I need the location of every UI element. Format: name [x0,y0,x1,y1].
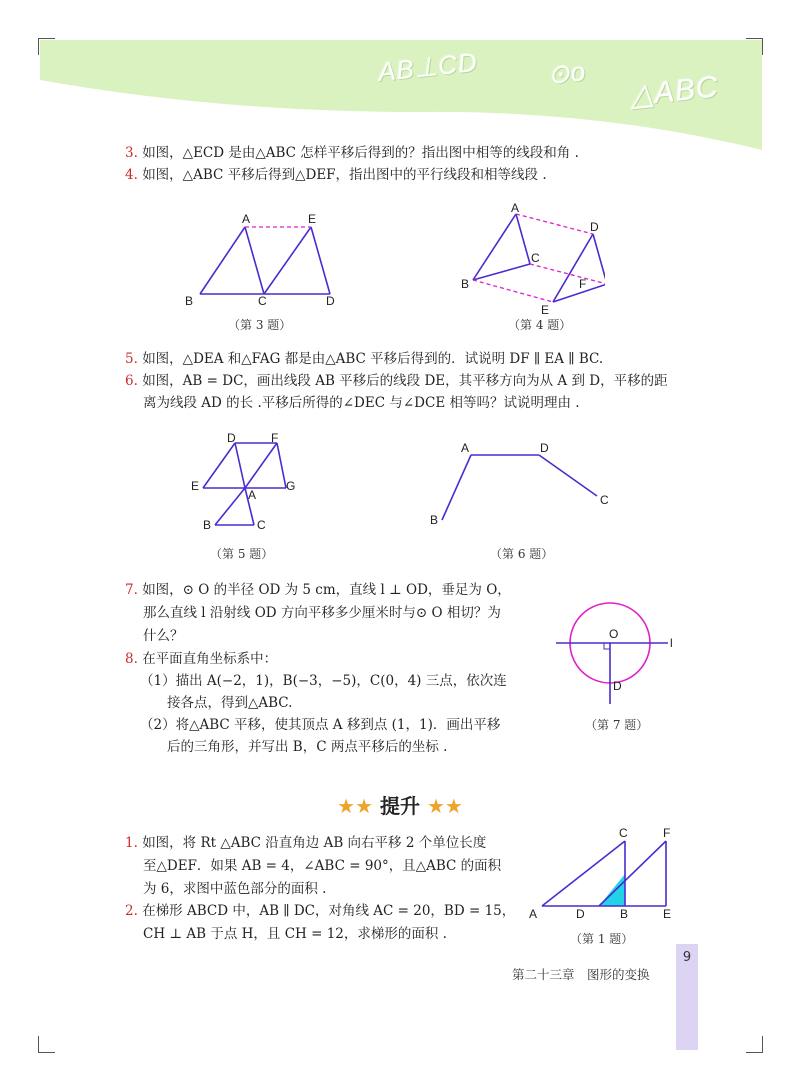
figure-5 [185,428,305,538]
question-number: 6. [125,373,138,389]
question-7-line-2 [143,602,501,624]
label-e: E [663,907,672,921]
label-d: D [227,431,236,445]
figure-advanced-1 [520,822,690,927]
star-icon: ★★ [337,794,374,818]
question-number: 2. [125,903,138,919]
part-1-line-2: 接各点，得到△ABC. [167,695,293,711]
label-o: O [609,627,619,641]
question-text: 如图，△ABC 平移后得到△DEF，指出图中的平行线段和相等线段 . [142,167,547,183]
label-e: E [191,479,200,493]
label-f: F [579,277,587,291]
label-d: D [613,679,622,693]
question-6-continuation [143,392,580,414]
star-icon: ★★ [426,794,463,818]
section-heading [0,790,800,819]
question-text-line-1: 如图，将 Rt △ABC 沿直角边 AB 向右平移 2 个单位长度 [142,835,487,851]
part-1-line-1: （1）描出 A(−2，1)，B(−3，−5)，C(0，4) 三点，依次连 [140,673,507,689]
question-7-line-3 [143,625,184,647]
question-6 [125,370,668,392]
label-b: B [620,907,629,921]
question-text: 如图，△ECD 是由△ABC 怎样平移后得到的？指出图中相等的线段和角 . [142,145,579,161]
advanced-question-1-line-3 [143,878,326,900]
figure-5-caption: （第 5 题） [210,547,274,561]
section-title: 提升 [380,794,420,818]
label-c: C [531,251,540,265]
label-a: A [242,212,251,226]
figure-7-caption: （第 7 题） [585,718,649,732]
label-b: B [461,277,470,291]
label-d: D [576,907,585,921]
label-c: C [258,294,267,308]
page-number: 9 [682,950,692,965]
question-5 [125,348,603,370]
question-text-line-1: 在梯形 ABCD 中，AB ∥ DC，对角线 AC = 20，BD = 15， [142,903,516,919]
part-2-line-1: （2）将△ABC 平移，使其顶点 A 移到点 (1，1)．画出平移 [140,717,501,733]
question-number: 8. [125,651,138,667]
header-symbol-circle: ⊙o [546,56,588,90]
question-3 [125,142,579,164]
question-text-line-1: 如图，⊙ O 的半径 OD 为 5 cm，直线 l ⊥ OD，垂足为 O， [142,582,511,598]
question-number: 1. [125,835,138,851]
label-a: A [529,907,538,921]
question-text-line-1: 如图，AB = DC，画出线段 AB 平移后的线段 DE，其平移方向为从 A 到 D，平移的距 [142,373,668,389]
label-d: D [540,441,549,455]
figure-6 [425,438,625,538]
question-text: 在平面直角坐标系中： [142,651,278,667]
question-8-part-1-cont [167,692,292,714]
label-b: B [430,513,439,527]
crop-mark-bottom-right [746,1036,763,1053]
label-g: G [286,479,296,493]
question-8-part-2-cont [167,736,447,758]
question-text-line-2: 那么直线 l 沿射线 OD 方向平移多少厘米时与⊙ O 相切？为 [143,605,501,621]
question-number: 4. [125,167,138,183]
crop-mark-bottom-left [38,1036,55,1053]
label-a: A [511,201,520,215]
part-2-line-2: 后的三角形，并写出 B，C 两点平移后的坐标 . [167,739,448,755]
label-e: E [308,212,317,226]
label-c: C [619,826,628,840]
question-text-line-2: 离为线段 AD 的长 .平移后所得的∠DEC 与∠DCE 相等吗？试说明理由 . [143,395,580,411]
question-8-part-1 [140,670,507,692]
question-8 [125,648,277,670]
figure-4 [455,200,605,320]
advanced-question-1 [125,832,486,854]
question-text: 如图，△DEA 和△FAG 都是由△ABC 平移后得到的．试说明 DF ∥ EA ∥ BC. [142,351,604,367]
header-symbol-triangle: △ABC [628,70,721,113]
label-f: F [271,431,279,445]
label-a: A [248,488,257,502]
question-8-part-2 [140,714,500,736]
figure-6-caption: （第 6 题） [490,547,554,561]
question-number: 7. [125,582,138,598]
label-c: C [600,493,609,507]
figure-3 [180,205,350,315]
figure-7 [550,600,690,710]
label-a: A [461,441,470,455]
figure-4-caption: （第 4 题） [508,318,572,332]
question-number: 5. [125,351,138,367]
advanced-question-2-line-2 [143,923,447,945]
label-b: B [185,294,194,308]
header-symbol-perpendicular: AB⊥CD [376,46,480,88]
question-text-line-3: 为 6，求图中蓝色部分的面积 . [143,881,327,897]
label-l: l [670,636,673,650]
question-number: 3. [125,145,138,161]
question-4 [125,164,547,186]
question-7 [125,579,511,601]
advanced-question-1-line-2 [143,855,501,877]
label-b: B [203,518,212,532]
advanced-question-2 [125,900,515,922]
question-text-line-2: 至△DEF．如果 AB = 4，∠ABC = 90°，且△ABC 的面积 [143,858,502,874]
figure-3-caption: （第 3 题） [228,318,292,332]
figure-advanced-1-caption: （第 1 题） [570,932,634,946]
question-text-line-3: 什么？ [143,628,184,644]
label-c: C [257,518,266,532]
label-e: E [541,303,550,317]
label-d: D [326,294,335,308]
question-text-line-2: CH ⊥ AB 于点 H，且 CH = 12，求梯形的面积 . [143,926,447,942]
chapter-footer: 第二十三章 图形的变换 [512,967,650,982]
label-d: D [590,220,599,234]
label-f: F [663,826,671,840]
